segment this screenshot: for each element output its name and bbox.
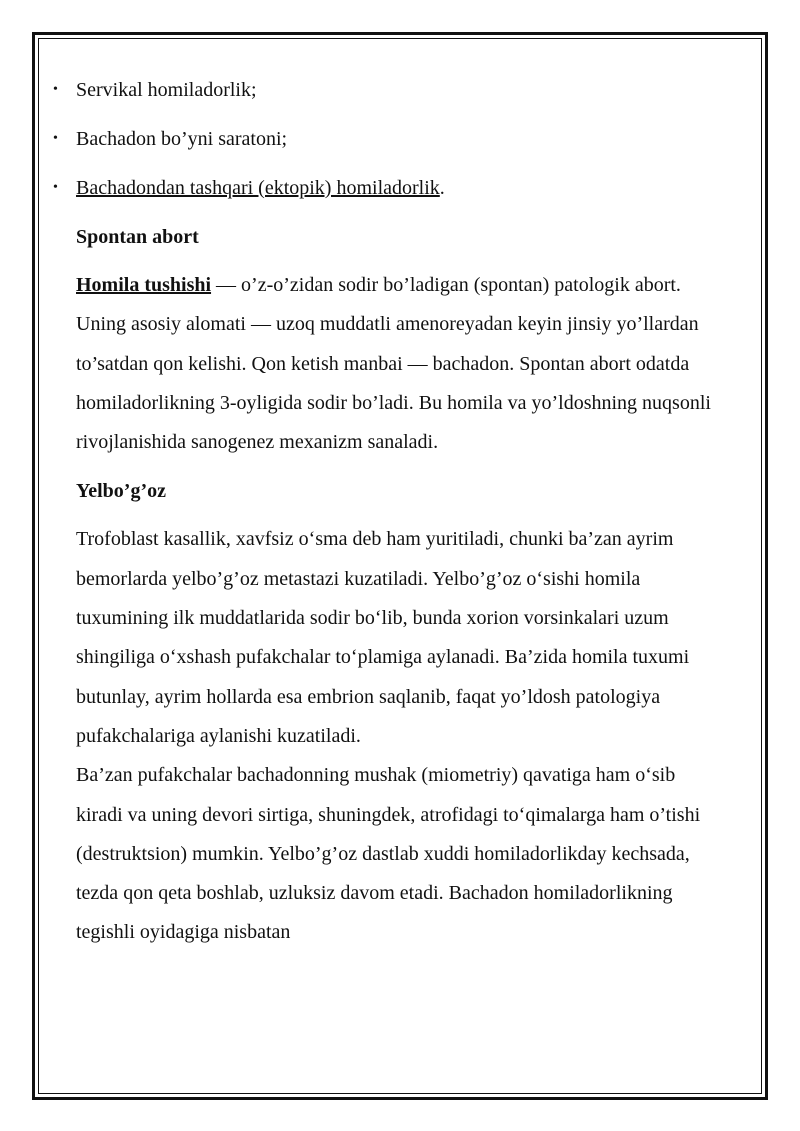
document-body xyxy=(53,70,726,953)
spontan-abort-paragraph xyxy=(76,266,726,462)
bullet-icon: • xyxy=(53,180,58,195)
paragraph-text: — o’z-o’zidan sodir bo’ladigan (spontan) patologik abort. Uning asosiy alomati — uzoq muddatli amenoreyadan keyin jinsiy yo’llardan to’satdan qon kelishi. Qon ketish manbai — bachadon. Spontan abort odatda homiladorlikning 3-oyligida sodir bo’ladi. Bu homila va yo’ldoshning nuqsonli rivojlanishida sanogenez mexanizm sanaladi. xyxy=(76,274,711,454)
yelbogoz-paragraph-1: Trofoblast kasallik, xavfsiz o‘sma deb ham yuritiladi, chunki ba’zan ayrim bemorlarda yelbo’g’oz metastazi kuzatiladi. Yelbo’g’oz o‘sishi homila tuxumining ilk muddatlarida sodir bo‘lib, bunda xorion vorsinkalari uzum shingiliga o‘xshash pufakchalar to‘plamiga aylanadi. Ba’zida homila tuxumi butunlay, ayrim hollarda esa embrion saqlanib, faqat yo’ldosh patologiya pufakchalariga aylanishi kuzatiladi. xyxy=(76,528,690,747)
term-homila-tushishi-link[interactable]: Homila tushishi xyxy=(76,274,212,296)
list-item-suffix: . xyxy=(439,177,445,199)
yelbogoz-paragraph-2: Ba’zan pufakchalar bachadonning mushak (miometriy) qavatiga ham o‘sib kiradi va uning devori sirtiga, shuningdek, atrofidagi to‘qimalarga ham o’tishi (destruktsion) mumkin. Yelbo’g’oz dastlab xuddi homiladorlikday kechsada, tezda qon qeta boshlab, uzluksiz davom etadi. Bachadon homiladorlikning tegishli oyidagiga nisbatan xyxy=(76,764,701,944)
ectopic-pregnancy-link[interactable]: Bachadondan tashqari (ektopik) homiladorlik xyxy=(76,177,440,199)
list-item xyxy=(53,70,726,119)
list-item-text: Bachadon bo’yni saratoni; xyxy=(76,128,288,150)
bullet-icon: • xyxy=(53,82,58,97)
list-item xyxy=(53,119,726,168)
bullet-icon: • xyxy=(53,131,58,146)
section-heading-spontan-abort: Spontan abort xyxy=(76,226,199,248)
section-heading-yelbogoz: Yelbo’g’oz xyxy=(76,480,166,503)
bullet-list xyxy=(53,70,726,217)
list-item-text: Servikal homiladorlik; xyxy=(76,79,257,101)
list-item xyxy=(53,168,726,217)
